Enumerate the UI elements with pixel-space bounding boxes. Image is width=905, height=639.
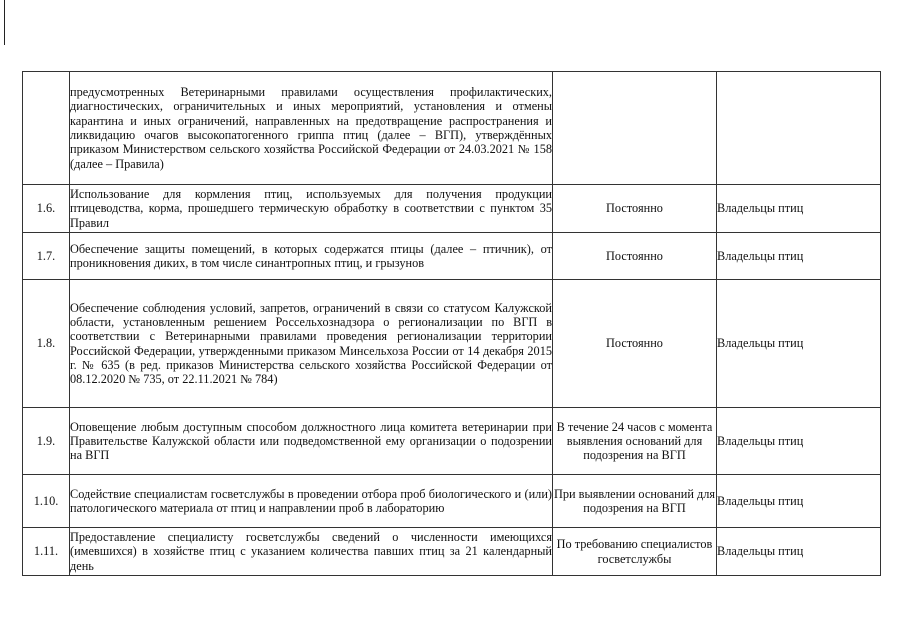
measure-text: Предоставление специалисту госветслужбы сведений о численности имеющихся (имевшихся) в хозяйстве птиц с указанием количества павших птиц за 21 календарный день	[70, 528, 553, 576]
measure-term: При выявлении оснований для подозрения на ВГП	[553, 475, 717, 528]
measure-text: Обеспечение соблюдения условий, запретов, ограничений в связи со статусом Калужской области, установленным решением Россельхознадзора о регионализации по ВГП в соответствии с Ветеринарными правилами проведения регионализации территории Российской Федерации, утвержденными приказом Минсельхоза России от 14 декабря 2015 г. № 635 (в ред. приказов Министерства сельского хозяйства Российской Федерации от 08.12.2020 № 735, от 22.11.2021 № 784)	[70, 280, 553, 408]
table-row	[23, 528, 881, 576]
measure-term: Постоянно	[553, 280, 717, 408]
measure-responsible: Владельцы птиц	[717, 528, 881, 576]
measure-responsible: Владельцы птиц	[717, 408, 881, 475]
measure-responsible: Владельцы птиц	[717, 475, 881, 528]
measure-text: Оповещение любым доступным способом должностного лица комитета ветеринарии при Правительстве Калужской области или подведомственной ему организации о подозрении на ВГП	[70, 408, 553, 475]
table-row	[23, 280, 881, 408]
measure-term: По требованию специалистов госветслужбы	[553, 528, 717, 576]
measure-responsible: Владельцы птиц	[717, 233, 881, 280]
row-number: 1.8.	[23, 280, 70, 408]
measure-term: Постоянно	[553, 233, 717, 280]
row-number: 1.6.	[23, 185, 70, 233]
row-number: 1.10.	[23, 475, 70, 528]
measure-responsible: Владельцы птиц	[717, 185, 881, 233]
row-number: 1.7.	[23, 233, 70, 280]
measures-table	[22, 71, 881, 576]
measure-term: В течение 24 часов с момента выявления оснований для подозрения на ВГП	[553, 408, 717, 475]
measure-text: предусмотренных Ветеринарными правилами осуществления профилактических, диагностических, ограничительных и иных мероприятий, установления и отмены карантина и иных ограничений, направленных на предотвращение распространения и ликвидацию очагов высокопатогенного гриппа птиц (далее – ВГП), утверждённых приказом Министерством сельского хозяйства Российской Федерации от 24.03.2021 № 158 (далее – Правила)	[70, 72, 553, 185]
table-row	[23, 408, 881, 475]
measure-term: Постоянно	[553, 185, 717, 233]
scan-edge-line	[4, 0, 5, 45]
measure-term	[553, 72, 717, 185]
measure-responsible	[717, 72, 881, 185]
measure-text: Использование для кормления птиц, используемых для получения продукции птицеводства, корма, прошедшего термическую обработку в соответствии с пунктом 35 Правил	[70, 185, 553, 233]
table-row	[23, 475, 881, 528]
measure-text: Обеспечение защиты помещений, в которых содержатся птицы (далее – птичник), от проникновения диких, в том числе синантропных птиц, и грызунов	[70, 233, 553, 280]
measure-text: Содействие специалистам госветслужбы в проведении отбора проб биологического и (или) патологического материала от птиц и направлении проб в лабораторию	[70, 475, 553, 528]
measure-responsible: Владельцы птиц	[717, 280, 881, 408]
row-number: 1.9.	[23, 408, 70, 475]
table-row	[23, 185, 881, 233]
table-row	[23, 72, 881, 185]
row-number: 1.11.	[23, 528, 70, 576]
row-number	[23, 72, 70, 185]
table-row	[23, 233, 881, 280]
